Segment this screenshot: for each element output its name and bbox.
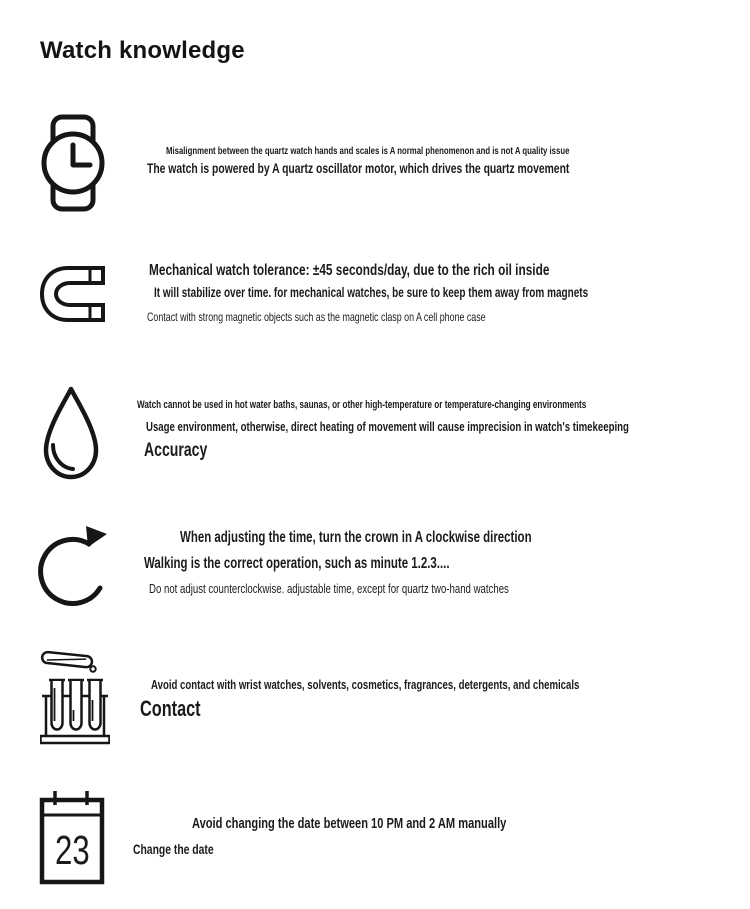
page-title: Watch knowledge — [40, 37, 245, 64]
magnet-icon — [39, 265, 107, 323]
test-tubes-icon — [40, 648, 110, 746]
text-line: Change the date — [133, 841, 214, 857]
text-line: When adjusting the time, turn the crown in A clockwise direction — [180, 529, 532, 546]
text-line: Misalignment between the quartz watch hands and scales is A normal phenomenon and is not A quality issue — [166, 145, 570, 157]
text-line: Mechanical watch tolerance: ±45 seconds/day, due to the rich oil inside — [149, 262, 550, 279]
text-line: Do not adjust counterclockwise. adjustable time, except for quartz two-hand watches — [149, 581, 509, 596]
calendar-day-number: 23 — [55, 827, 90, 873]
text-line: It will stabilize over time. for mechanical watches, be sure to keep them away from magnets — [154, 285, 589, 300]
text-line: Contact with strong magnetic objects such as the magnetic clasp on A cell phone case — [147, 310, 486, 324]
section-heading: Accuracy — [144, 440, 208, 461]
clockwise-arrow-icon — [36, 524, 112, 614]
text-line: Walking is the correct operation, such as minute 1.2.3.... — [144, 555, 450, 572]
text-line: Usage environment, otherwise, direct heating of movement will cause imprecision in watch's timekeeping — [146, 419, 629, 434]
section-heading: Contact — [140, 696, 201, 721]
text-line: The watch is powered by A quartz oscillator motor, which drives the quartz movement — [147, 160, 570, 176]
text-line: Watch cannot be used in hot water baths, saunas, or other high-temperature or temperature-changing environments — [137, 399, 587, 411]
text-line: Avoid changing the date between 10 PM and 2 AM manually — [192, 815, 507, 832]
wristwatch-icon — [40, 114, 106, 212]
text-line: Avoid contact with wrist watches, solvents, cosmetics, fragrances, detergents, and chemicals — [151, 677, 580, 692]
water-drop-icon — [39, 384, 103, 484]
